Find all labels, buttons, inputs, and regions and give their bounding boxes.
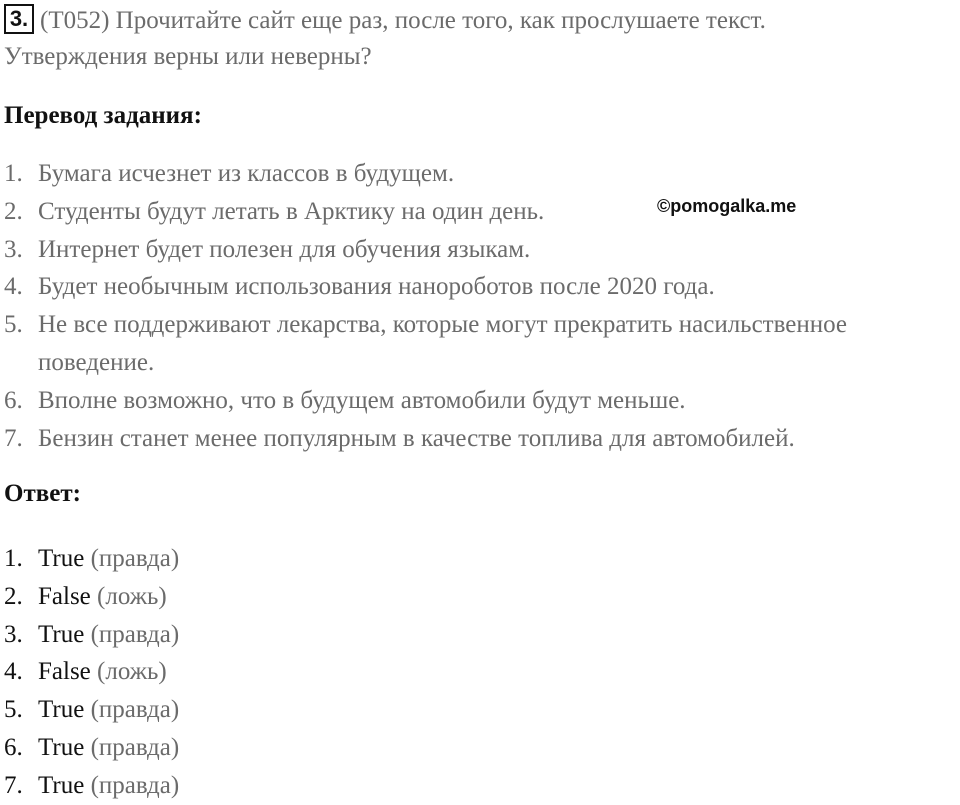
- answer-translation: (правда): [90, 696, 180, 724]
- answer-translation: (ложь): [97, 658, 167, 686]
- translation-list: [0, 155, 960, 457]
- item-number: 3.: [4, 235, 23, 263]
- watermark: ©pomogalka.me: [657, 196, 797, 216]
- translation-item: [0, 193, 960, 231]
- answer-heading: Ответ:: [4, 480, 81, 507]
- task-number-box: 3.: [4, 4, 34, 34]
- translation-item: [0, 231, 960, 269]
- answer-number: 7.: [4, 771, 23, 799]
- item-text-continued: поведение.: [38, 348, 155, 376]
- translation-item: [0, 306, 960, 344]
- answer-value: False: [38, 582, 91, 610]
- answer-value: True: [38, 696, 85, 724]
- item-text: Бензин станет менее популярным в качестве топлива для автомобилей.: [38, 424, 795, 452]
- answer-value: True: [38, 620, 85, 648]
- translation-item: [0, 382, 960, 420]
- answer-value: True: [38, 545, 85, 572]
- answer-value: False: [38, 658, 91, 686]
- item-number: 4.: [4, 273, 23, 301]
- answer-number: 5.: [4, 696, 23, 724]
- item-text: Будет необычным использования нанороботов после 2020 года.: [38, 273, 715, 301]
- answer-translation: (правда): [90, 733, 180, 761]
- item-number: 7.: [4, 424, 23, 452]
- answer-value: True: [38, 771, 85, 799]
- answer-item: [0, 691, 960, 729]
- item-number: 6.: [4, 386, 23, 414]
- item-text: Интернет будет полезен для обучения языкам.: [38, 235, 531, 263]
- answer-item: [0, 540, 960, 578]
- answer-translation: (ложь): [97, 582, 167, 610]
- answer-value: True: [38, 733, 85, 761]
- answer-number: 2.: [4, 582, 23, 610]
- translation-item: [0, 268, 960, 306]
- answer-number: 6.: [4, 733, 23, 761]
- answer-number: 4.: [4, 658, 23, 686]
- item-number: 1.: [4, 160, 23, 187]
- translation-heading: Перевод задания:: [4, 102, 202, 129]
- answer-item: [0, 653, 960, 691]
- answer-number: 3.: [4, 620, 23, 648]
- task-text-line2: Утверждения верны или неверны?: [4, 43, 372, 70]
- answer-item: [0, 729, 960, 767]
- translation-item: [0, 420, 960, 458]
- task-statement: [4, 4, 766, 38]
- answer-list: [0, 540, 960, 805]
- answer-number: 1.: [4, 545, 23, 572]
- answer-translation: (правда): [90, 620, 180, 648]
- task-text-line1: (T052) Прочитайте сайт еще раз, после того, как прослушаете текст.: [40, 7, 766, 34]
- item-number: 5.: [4, 311, 23, 339]
- answer-item: [0, 767, 960, 805]
- item-number: 2.: [4, 197, 23, 225]
- item-text: Вполне возможно, что в будущем автомобили будут меньше.: [38, 386, 686, 414]
- item-text: Студенты будут летать в Арктику на один день.: [38, 197, 545, 225]
- answer-translation: (правда): [90, 545, 180, 572]
- item-text: Бумага исчезнет из классов в будущем.: [38, 160, 455, 187]
- translation-item: [0, 155, 960, 193]
- translation-item-continuation: [0, 344, 960, 382]
- answer-translation: (правда): [90, 771, 180, 799]
- item-text: Не все поддерживают лекарства, которые могут прекратить насильственное: [38, 311, 848, 339]
- answer-item: [0, 616, 960, 654]
- answer-item: [0, 578, 960, 616]
